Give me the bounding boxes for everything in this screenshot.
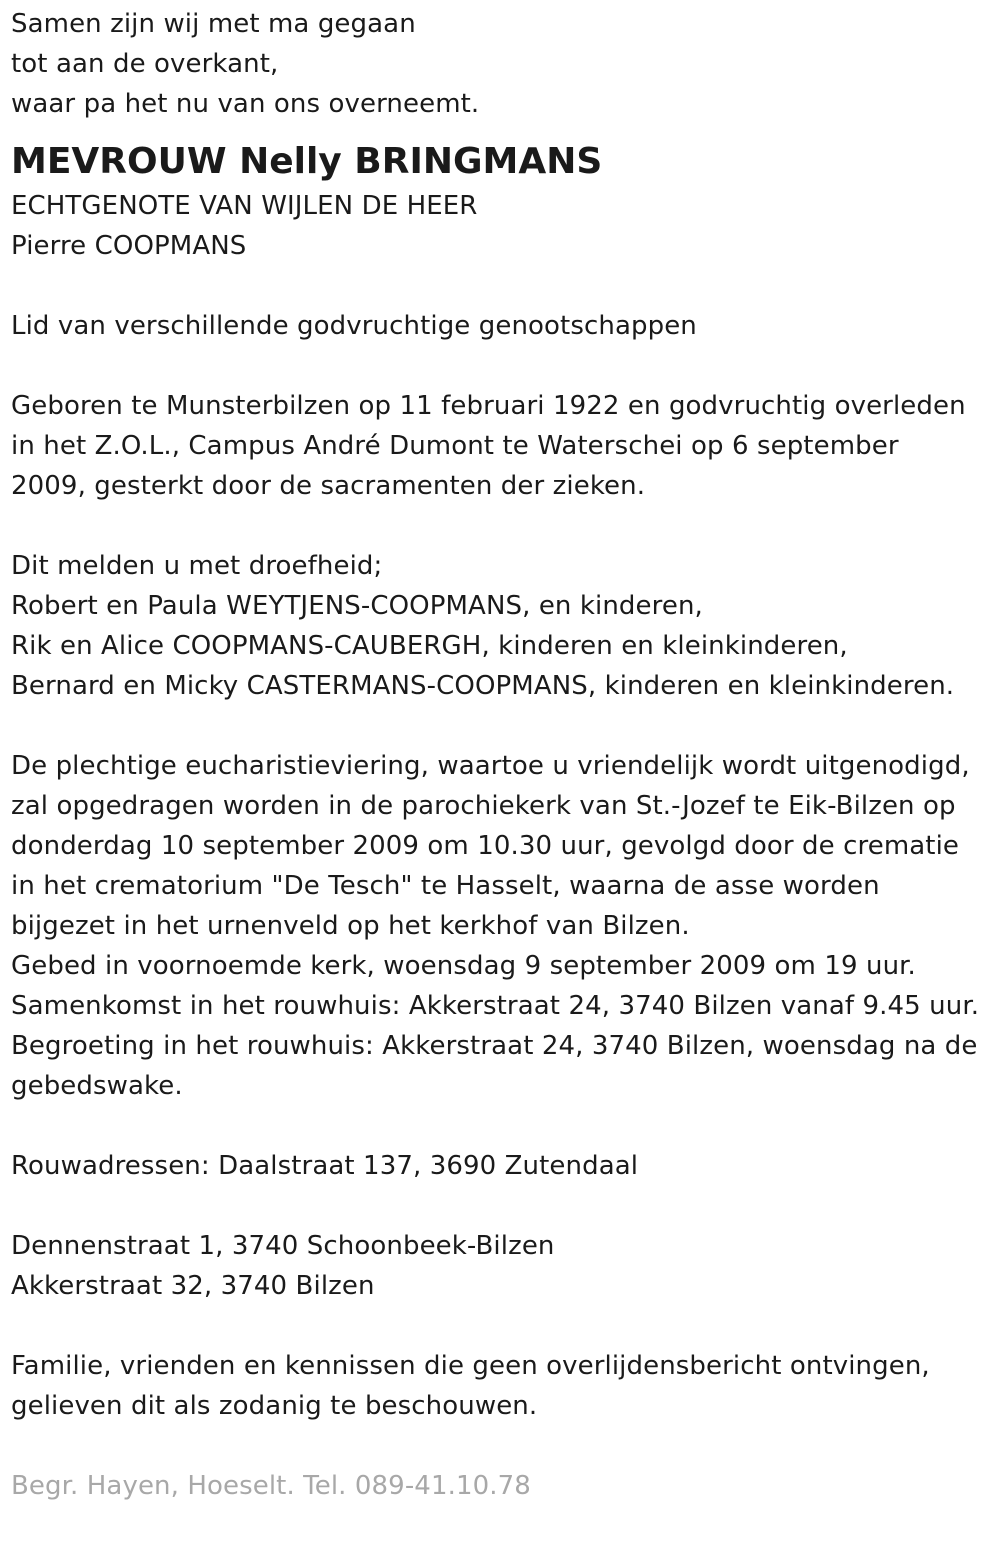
text-line: Samenkomst in het rouwhuis: Akkerstraat 24, 3740 Bilzen vanaf 9.45 uur. bbox=[11, 991, 980, 1021]
spacer bbox=[11, 1186, 996, 1226]
poem-line: Samen zijn wij met ma gegaan bbox=[11, 9, 416, 39]
text-line: donderdag 10 september 2009 om 10.30 uur, gevolgd door de crematie bbox=[11, 831, 960, 861]
mourning-address: Rouwadressen: Daalstraat 137, 3690 Zutendaal bbox=[11, 1151, 639, 1181]
text-line: gelieven dit als zodanig te beschouwen. bbox=[11, 1391, 538, 1421]
poem-line: waar pa het nu van ons overneemt. bbox=[11, 89, 480, 119]
text-line: De plechtige eucharistieviering, waartoe u vriendelijk wordt uitgenodigd, bbox=[11, 751, 970, 781]
opening-poem bbox=[11, 4, 996, 124]
family-member-line: Rik en Alice COOPMANS-CAUBERGH, kinderen en kleinkinderen, bbox=[11, 631, 848, 661]
text-line: in het crematorium "De Tesch" te Hasselt, waarna de asse worden bbox=[11, 871, 880, 901]
spouse-info bbox=[11, 186, 996, 266]
poem-line: tot aan de overkant, bbox=[11, 49, 279, 79]
spouse-name: Pierre COOPMANS bbox=[11, 231, 247, 261]
spacer bbox=[11, 706, 996, 746]
text-line: 2009, gesterkt door de sacramenten der zieken. bbox=[11, 471, 646, 501]
text-line: Geboren te Munsterbilzen op 11 februari 1922 en godvruchtig overleden bbox=[11, 391, 966, 421]
text-line: Dit melden u met droefheid; bbox=[11, 551, 383, 581]
spacer bbox=[11, 346, 996, 386]
spacer bbox=[11, 1106, 996, 1146]
family-member-line: Robert en Paula WEYTJENS-COOPMANS, en kinderen, bbox=[11, 591, 703, 621]
other-addresses bbox=[11, 1226, 996, 1306]
text-line: bijgezet in het urnenveld op het kerkhof van Bilzen. bbox=[11, 911, 690, 941]
notice-paragraph bbox=[11, 1346, 996, 1426]
birth-death-paragraph bbox=[11, 386, 996, 506]
text-line: Gebed in voornoemde kerk, woensdag 9 september 2009 om 19 uur. bbox=[11, 951, 916, 981]
text-line: in het Z.O.L., Campus André Dumont te Waterschei op 6 september bbox=[11, 431, 899, 461]
spacer bbox=[11, 266, 996, 306]
ceremony-paragraph bbox=[11, 746, 996, 1106]
spouse-title: ECHTGENOTE VAN WIJLEN DE HEER bbox=[11, 191, 478, 221]
spacer bbox=[11, 506, 996, 546]
funeral-director-footer: Begr. Hayen, Hoeselt. Tel. 089-41.10.78 bbox=[11, 1471, 531, 1501]
deceased-name: MEVROUW Nelly BRINGMANS bbox=[11, 141, 603, 182]
spacer bbox=[11, 1306, 996, 1346]
address-line: Dennenstraat 1, 3740 Schoonbeek-Bilzen bbox=[11, 1231, 555, 1261]
text-line: Familie, vrienden en kennissen die geen overlijdensbericht ontvingen, bbox=[11, 1351, 930, 1381]
family-member-line: Bernard en Micky CASTERMANS-COOPMANS, kinderen en kleinkinderen. bbox=[11, 671, 955, 701]
membership-line: Lid van verschillende godvruchtige genootschappen bbox=[11, 311, 697, 341]
text-line: zal opgedragen worden in de parochiekerk van St.-Jozef te Eik-Bilzen op bbox=[11, 791, 956, 821]
obituary-notice bbox=[11, 4, 996, 1506]
family-paragraph bbox=[11, 546, 996, 706]
address-line: Akkerstraat 32, 3740 Bilzen bbox=[11, 1271, 375, 1301]
text-line: gebedswake. bbox=[11, 1071, 183, 1101]
text-line: Begroeting in het rouwhuis: Akkerstraat 24, 3740 Bilzen, woensdag na de bbox=[11, 1031, 978, 1061]
